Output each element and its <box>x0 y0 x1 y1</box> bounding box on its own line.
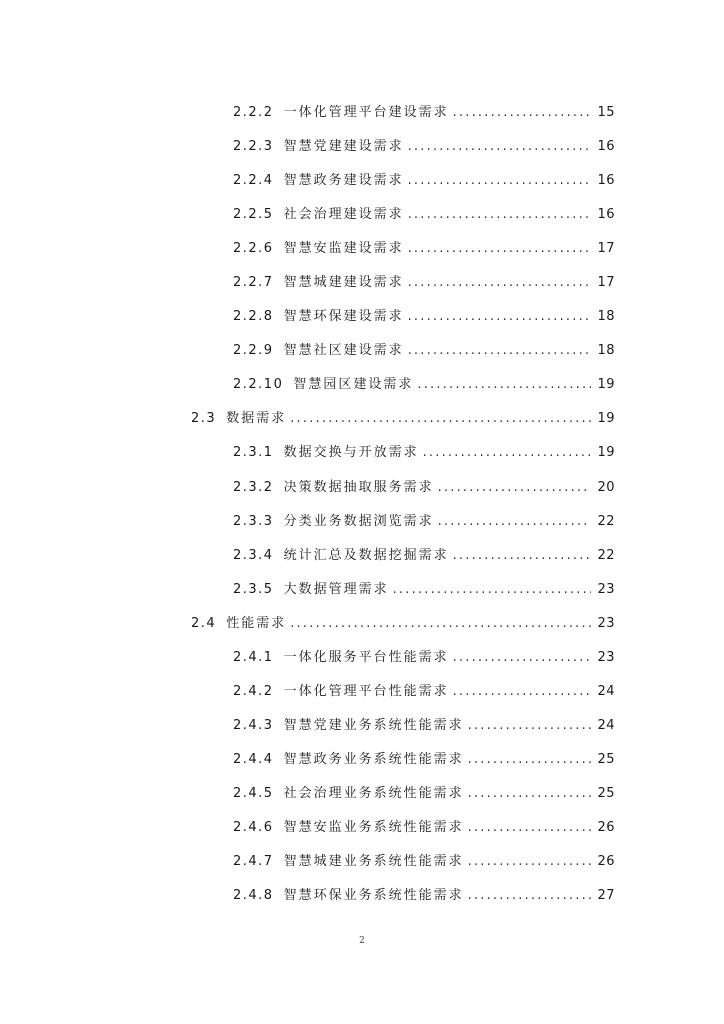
toc-entry <box>0 841 724 875</box>
toc-page-number: 22 <box>597 547 615 563</box>
toc-page-number: 26 <box>597 854 615 870</box>
toc-entry <box>0 330 724 364</box>
toc-page-number: 24 <box>597 717 615 733</box>
dot-leader <box>453 105 592 120</box>
dot-leader <box>417 377 591 392</box>
toc-section-title: 智慧环保建设需求 <box>283 309 404 325</box>
toc-section-title: 智慧园区建设需求 <box>293 377 414 393</box>
toc-entry <box>0 228 724 262</box>
toc-entry <box>0 501 724 535</box>
toc-entry <box>0 296 724 330</box>
toc-page-number: 17 <box>597 241 615 257</box>
dot-leader <box>438 514 592 529</box>
dot-leader <box>468 854 592 869</box>
toc-entry-link[interactable] <box>233 544 615 562</box>
dot-leader <box>408 139 592 154</box>
toc-section-number: 2.4.2 <box>233 683 274 699</box>
table-of-contents <box>0 92 724 909</box>
dot-leader <box>438 480 592 495</box>
toc-entry <box>0 535 724 569</box>
toc-page-number: 18 <box>597 309 615 325</box>
toc-section-number: 2.4.4 <box>233 751 274 767</box>
dot-leader <box>468 888 592 903</box>
toc-entry-link[interactable] <box>191 407 615 425</box>
toc-page-number: 19 <box>597 377 615 393</box>
toc-entry <box>0 92 724 126</box>
toc-section-number: 2.4.5 <box>233 785 274 801</box>
toc-section-title: 智慧党建建设需求 <box>283 139 404 155</box>
toc-page-number: 15 <box>597 105 615 120</box>
toc-entry <box>0 467 724 501</box>
dot-leader <box>408 173 592 188</box>
toc-page-number: 23 <box>597 615 615 631</box>
toc-page-number: 27 <box>597 888 615 904</box>
toc-entry-link[interactable] <box>233 884 615 902</box>
toc-entry-link[interactable] <box>233 578 615 596</box>
toc-section-title: 决策数据抽取服务需求 <box>283 479 434 495</box>
toc-section-title: 数据需求 <box>226 411 287 427</box>
dot-leader <box>453 650 592 665</box>
toc-page-number: 26 <box>597 819 615 835</box>
toc-entry-link[interactable] <box>233 510 615 528</box>
dot-leader <box>408 207 592 222</box>
dot-leader <box>468 752 592 767</box>
toc-section-number: 2.4.6 <box>233 819 274 835</box>
toc-section-title: 社会治理业务系统性能需求 <box>283 785 464 801</box>
toc-entry <box>0 569 724 603</box>
toc-section-number: 2.2.4 <box>233 173 274 189</box>
toc-section-number: 2.2.7 <box>233 275 274 291</box>
toc-section-number: 2.3.1 <box>233 445 274 461</box>
toc-page-number: 19 <box>597 411 615 427</box>
toc-section-number: 2.3 <box>191 411 217 427</box>
toc-section-number: 2.4.8 <box>233 888 274 904</box>
toc-entry-link[interactable] <box>233 850 615 868</box>
toc-section-number: 2.2.5 <box>233 207 274 223</box>
dot-leader <box>453 684 592 699</box>
toc-section-number: 2.4 <box>191 615 217 631</box>
toc-section-number: 2.2.10 <box>233 377 284 393</box>
toc-entry <box>0 739 724 773</box>
toc-section-number: 2.4.7 <box>233 854 274 870</box>
toc-section-number: 2.3.3 <box>233 513 274 529</box>
dot-leader <box>393 582 592 597</box>
toc-page-number: 19 <box>597 445 615 461</box>
dot-leader <box>408 275 592 290</box>
toc-section-title: 大数据管理需求 <box>283 581 389 597</box>
toc-section-title: 社会治理建设需求 <box>283 207 404 223</box>
dot-leader <box>408 343 592 358</box>
toc-section-title: 一体化服务平台性能需求 <box>283 649 449 665</box>
toc-section-title: 统计汇总及数据挖掘需求 <box>283 547 449 563</box>
toc-section-title: 一体化管理平台性能需求 <box>283 683 449 699</box>
toc-entry-link[interactable] <box>233 339 615 357</box>
toc-section-title: 数据交换与开放需求 <box>283 445 419 461</box>
toc-page-number: 16 <box>597 173 615 189</box>
toc-entry <box>0 194 724 228</box>
toc-page-number: 20 <box>597 479 615 495</box>
toc-section-number: 2.4.3 <box>233 717 274 733</box>
dot-leader <box>453 548 592 563</box>
page-number: 2 <box>359 936 365 946</box>
toc-entry-link[interactable] <box>233 237 615 255</box>
toc-entry <box>0 637 724 671</box>
toc-page-number: 16 <box>597 139 615 155</box>
toc-section-number: 2.2.2 <box>233 105 274 120</box>
toc-section-number: 2.3.5 <box>233 581 274 597</box>
toc-entry <box>0 432 724 466</box>
dot-leader <box>423 445 592 460</box>
toc-section-title: 智慧城建建设需求 <box>283 275 404 291</box>
toc-section-title: 智慧政务业务系统性能需求 <box>283 751 464 767</box>
toc-section-number: 2.2.6 <box>233 241 274 257</box>
toc-entry-link[interactable] <box>233 441 615 459</box>
toc-section-title: 智慧城建业务系统性能需求 <box>283 854 464 870</box>
toc-entry <box>0 126 724 160</box>
toc-page-number: 22 <box>597 513 615 529</box>
toc-entry-link[interactable] <box>233 748 615 766</box>
toc-section-number: 2.4.1 <box>233 649 274 665</box>
toc-section-number: 2.2.3 <box>233 139 274 155</box>
toc-page-number: 16 <box>597 207 615 223</box>
toc-entry-link[interactable] <box>233 680 615 698</box>
toc-entry <box>0 603 724 637</box>
dot-leader <box>468 786 592 801</box>
toc-section-title: 一体化管理平台建设需求 <box>283 105 449 120</box>
toc-section-number: 2.3.4 <box>233 547 274 563</box>
toc-entry-link[interactable] <box>233 714 615 732</box>
toc-section-number: 2.3.2 <box>233 479 274 495</box>
toc-entry <box>0 807 724 841</box>
toc-entry-link[interactable] <box>233 782 615 800</box>
toc-page-number: 25 <box>597 751 615 767</box>
toc-section-title: 性能需求 <box>226 615 287 631</box>
toc-entry-link[interactable] <box>233 169 615 187</box>
toc-entry-link[interactable] <box>233 816 615 834</box>
toc-section-title: 分类业务数据浏览需求 <box>283 513 434 529</box>
toc-entry-link[interactable] <box>233 646 615 664</box>
toc-section-title: 智慧环保业务系统性能需求 <box>283 888 464 904</box>
toc-page-number: 18 <box>597 343 615 359</box>
toc-page-number: 23 <box>597 649 615 665</box>
toc-entry <box>0 773 724 807</box>
toc-section-title: 智慧党建业务系统性能需求 <box>283 717 464 733</box>
toc-entry <box>0 160 724 194</box>
toc-page-number: 23 <box>597 581 615 597</box>
toc-section-title: 智慧安监建设需求 <box>283 241 404 257</box>
toc-entry <box>0 875 724 909</box>
toc-entry <box>0 398 724 432</box>
toc-entry-link[interactable] <box>233 203 615 221</box>
dot-leader <box>290 411 591 426</box>
toc-entry-link[interactable] <box>191 612 615 630</box>
dot-leader <box>468 820 592 835</box>
toc-entry-link[interactable] <box>233 135 615 153</box>
toc-entry <box>0 262 724 296</box>
toc-section-title: 智慧安监业务系统性能需求 <box>283 819 464 835</box>
toc-section-title: 智慧社区建设需求 <box>283 343 404 359</box>
toc-entry <box>0 705 724 739</box>
toc-section-title: 智慧政务建设需求 <box>283 173 404 189</box>
toc-entry-link[interactable] <box>233 305 615 323</box>
toc-section-number: 2.2.9 <box>233 343 274 359</box>
toc-page-number: 25 <box>597 785 615 801</box>
toc-entry-link[interactable] <box>233 101 615 119</box>
toc-section-number: 2.2.8 <box>233 309 274 325</box>
dot-leader <box>408 309 592 324</box>
dot-leader <box>408 241 592 256</box>
toc-page-number: 17 <box>597 275 615 291</box>
toc-entry <box>0 671 724 705</box>
toc-entry-link[interactable] <box>233 476 615 494</box>
dot-leader <box>468 718 592 733</box>
toc-entry-link[interactable] <box>233 271 615 289</box>
dot-leader <box>290 616 591 631</box>
toc-entry <box>0 364 724 398</box>
toc-entry-link[interactable] <box>233 373 615 391</box>
toc-page-number: 24 <box>597 683 615 699</box>
